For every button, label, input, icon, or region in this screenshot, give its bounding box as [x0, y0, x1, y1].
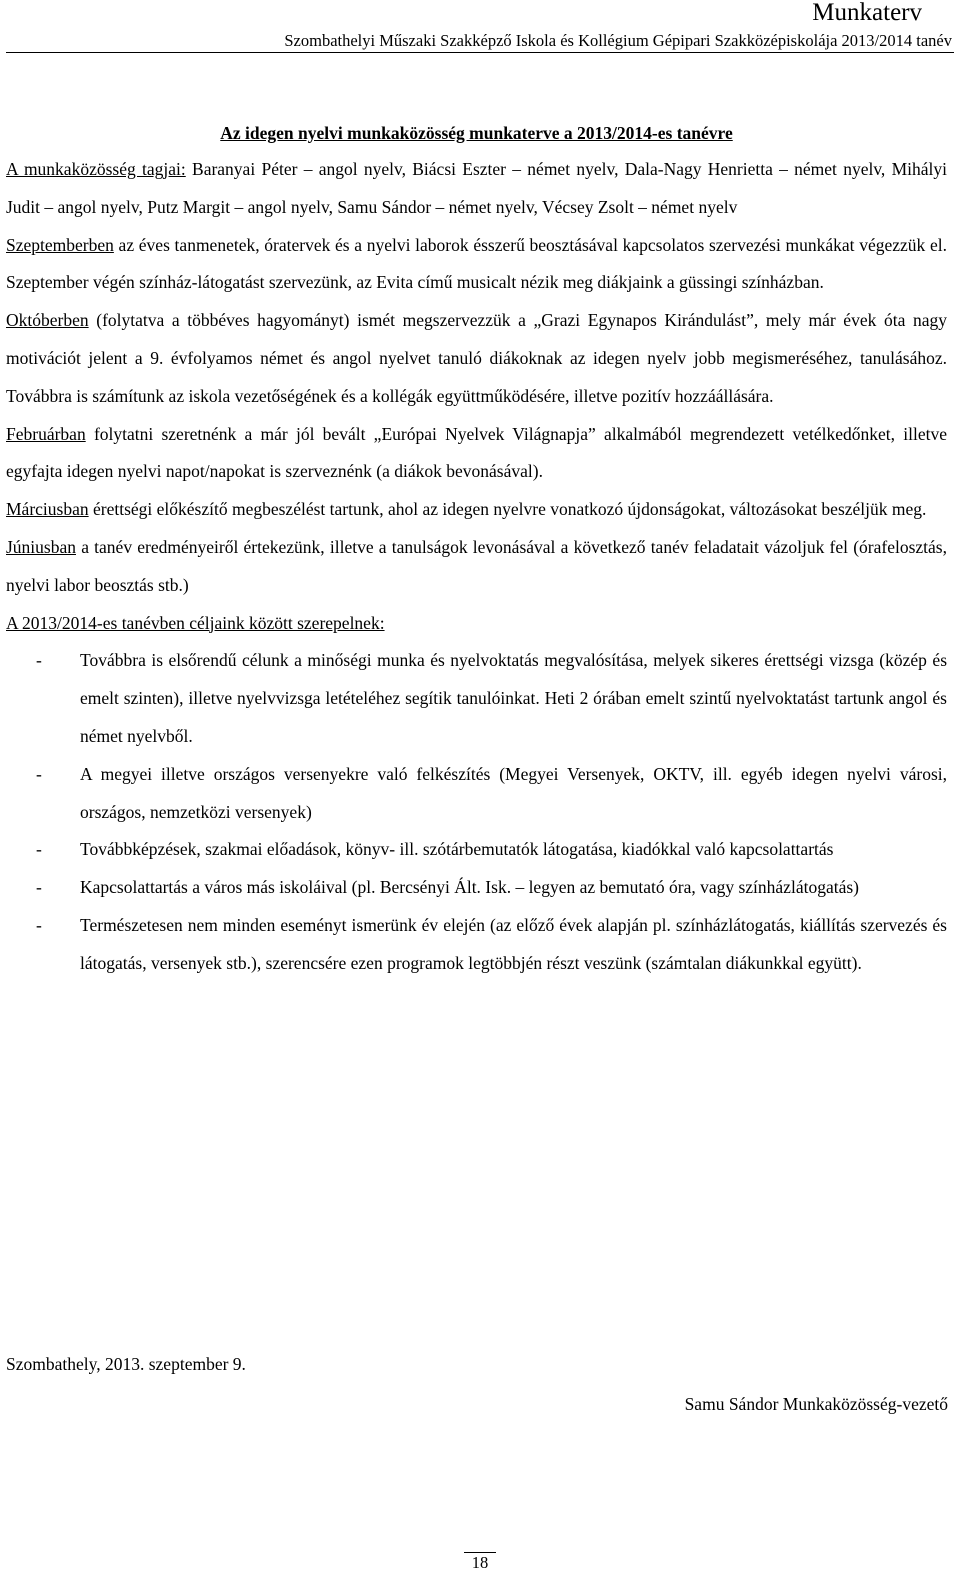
- page-number-container: [0, 1552, 960, 1574]
- february-text: folytatni szeretnénk a már jól bevált „Európai Nyelvek Világnapja” alkalmából megrendezett vetélkedőnket, illetve egyfajta idegen nyelvi napot/napokat is szerveznénk (a diákok bevonásával).: [6, 423, 947, 482]
- goal-text: Kapcsolattartás a város más iskoláival (pl. Bercsényi Ált. Isk. – legyen az bemutató óra, vagy színházlátogatás): [80, 877, 859, 898]
- document-body: [6, 116, 947, 983]
- goal-item: [6, 869, 947, 907]
- march-paragraph: [6, 491, 947, 529]
- signature: Samu Sándor Munkaközösség-vezető: [684, 1394, 948, 1414]
- goals-list: [6, 642, 947, 982]
- goal-text: Természetesen nem minden eseményt ismerünk év elején (az előző évek alapján pl. színházlátogatás, kiállítás szervezés és látogatás, versenyek stb.), szerencsére ezen programok legtöbbjén részt veszünk (számtalan diákunkkal együtt).: [80, 914, 947, 973]
- members-text: Baranyai Péter – angol nyelv, Biácsi Eszter – német nyelv, Dala-Nagy Henrietta – német nyelv, Mihályi Judit – angol nyelv, Putz Margit – angol nyelv, Samu Sándor – német nyelv, Vécsey Zsolt – német nyelv: [6, 159, 947, 217]
- goal-item: [6, 756, 947, 832]
- june-paragraph: [6, 529, 947, 605]
- list-dash: -: [36, 650, 42, 671]
- september-label: Szeptemberben: [6, 234, 114, 255]
- october-label: Októberben: [6, 310, 89, 331]
- september-paragraph: [6, 227, 947, 303]
- header-title: Munkaterv: [812, 0, 922, 26]
- june-label: Júniusban: [6, 536, 76, 557]
- goal-text: A megyei illetve országos versenyekre való felkészítés (Megyei Versenyek, OKTV, ill. egyéb idegen nyelvi városi, országos, nemzetközi versenyek): [80, 763, 947, 822]
- members-label: A munkaközösség tagjai:: [6, 159, 186, 179]
- goal-item: [6, 907, 947, 983]
- march-label: Márciusban: [6, 499, 89, 520]
- page-header: [6, 0, 954, 53]
- october-text: (folytatva a többéves hagyományt) ismét megszervezzük a „Grazi Egynapos Kirándulást”, mely már évek óta nagy motivációt jelent a 9. évfolyamos német és angol nyelvet tanuló diákoknak az idegen nyelv jobb megismeréséhez, tanulásához. Továbbra is számítunk az iskola vezetőségének és a kollégák együttműködésére, illetve pozitív hozzáállására.: [6, 310, 947, 406]
- goal-text: Továbbra is elsőrendű célunk a minőségi munka és nyelvoktatás megvalósítása, melyek sikeres érettségi vizsga (közép és emelt szinten), illetve nyelvvizsga letételéhez segítik tanulóinkat. Heti 2 órában emelt szintű nyelvoktatást tartunk angol és német nyelvből.: [80, 650, 947, 746]
- february-label: Februárban: [6, 423, 86, 444]
- list-dash: -: [36, 914, 42, 935]
- list-dash: -: [36, 763, 42, 784]
- goal-item: [6, 831, 947, 869]
- header-subtitle: Szombathelyi Műszaki Szakképző Iskola és Kollégium Gépipari Szakközépiskolája 2013/2014 tanév: [284, 31, 952, 50]
- page-number: 18: [464, 1552, 497, 1572]
- june-text: a tanév eredményeiről értekezünk, illetve a tanulságok levonásával a következő tanév feladatait vázoljuk fel (órafelosztás, nyelvi labor beosztás stb.): [6, 536, 947, 595]
- list-dash: -: [36, 877, 42, 898]
- date-line: Szombathely, 2013. szeptember 9.: [6, 1354, 246, 1374]
- february-paragraph: [6, 416, 947, 492]
- list-dash: -: [36, 839, 42, 860]
- document-title: Az idegen nyelvi munkaközösség munkaterve a 2013/2014-es tanévre: [220, 123, 733, 143]
- goal-item: [6, 642, 947, 755]
- goals-heading: A 2013/2014-es tanévben céljaink között szerepelnek:: [6, 612, 385, 633]
- march-text: érettségi előkészítő megbeszélést tartunk, ahol az idegen nyelvre vonatkozó újdonságokat, változásokat beszéljük meg.: [88, 499, 927, 520]
- october-paragraph: [6, 302, 947, 415]
- september-text: az éves tanmenetek, óratervek és a nyelvi laborok ésszerű beosztásával kapcsolatos szervezési munkákat végezzük el. Szeptember végén színház-látogatást szervezünk, az Evita című musicalt nézik meg diákjaink a güssingi színházban.: [6, 234, 947, 293]
- goal-text: Továbbképzések, szakmai előadások, könyv- ill. szótárbemutatók látogatása, kiadókkal való kapcsolattartás: [80, 839, 834, 860]
- members-paragraph: [6, 151, 947, 227]
